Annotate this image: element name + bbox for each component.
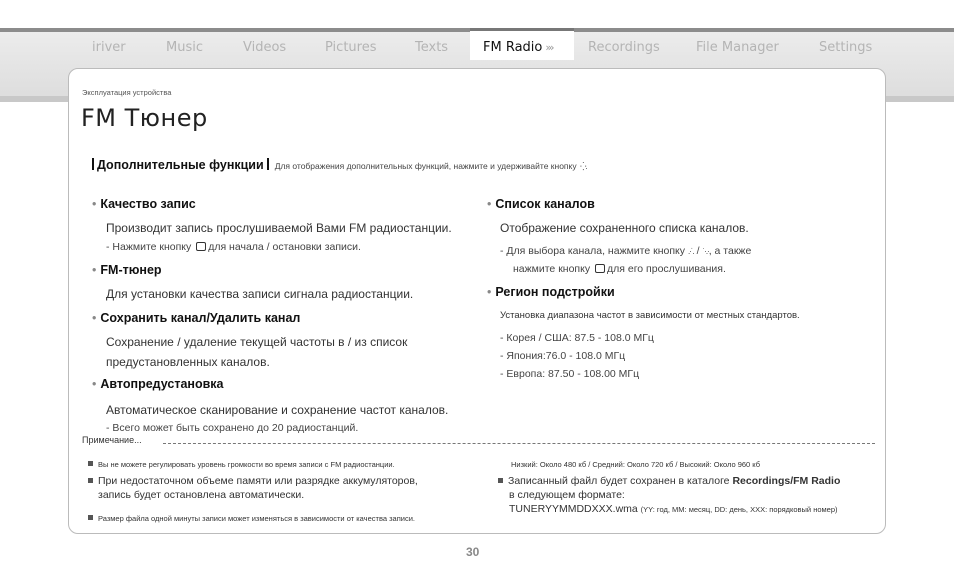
note-left-1 [88,460,395,469]
nav-item-recordings[interactable]: Recordings [588,40,660,55]
square-button-icon [196,242,206,251]
note-right-2-recordings: Recordings [732,475,791,487]
region-item-korea-us: - Корея / США: 87.5 - 108.0 МГц [500,332,654,344]
section-bar-right [267,158,269,170]
note-right-1: Низкий: Около 480 кб / Средний: Около 720 кб / Высокий: Около 960 кб [511,460,761,469]
next-dots-icon: ˙·.· [702,247,709,256]
save-channel-text-1: Сохранение / удаление текущей частоты в / из список [106,335,408,349]
note-right-2 [498,475,840,488]
note-right-2-format: в следующем формате: [509,489,625,501]
bullet-square-icon [88,461,93,466]
note-left-2-line-a: При недостаточном объеме памяти или разрядке аккумуляторов, [98,475,418,487]
fm-tuner-text: Для установки качества записи сигнала радиостанции. [106,287,414,301]
rec-quality-title: • Качество запис [92,197,196,211]
note-left-2 [88,475,418,488]
auto-preset-text: Автоматическое сканирование и сохранение частот каналов. [106,403,449,417]
note-left-2b: запись будет остановлена автоматически. [98,489,305,501]
nav-item-iriver[interactable]: iriver [92,40,126,55]
region-item-europe: - Европа: 87.50 - 108.00 МГц [500,368,640,380]
double-chevron-right-icon: »› [545,41,553,54]
rec-sub-part-a: - Нажмите кнопку [106,241,192,253]
bullet-square-icon [88,515,93,520]
channel-list-title: • Список каналов [487,197,595,211]
list-sub2-part-b: для его прослушивания. [607,263,726,275]
save-channel-title: • Сохранить канал/Удалить канал [92,311,300,325]
menu-dots-icon: ⁛. [580,162,587,171]
region-title: • Регион подстройки [487,285,615,299]
notes-dashed-rule [163,443,875,444]
section-label: Дополнительные функции [97,158,264,172]
auto-preset-sub: - Всего может быть сохранено до 20 радиостанций. [106,422,359,434]
nav-item-fm-radio-label: FM Radio [483,40,543,55]
nav-item-videos[interactable]: Videos [243,40,287,55]
list-sub1-slash: / [696,245,700,257]
note-left-3 [88,514,415,523]
auto-preset-title: • Автопредустановка [92,377,224,391]
bullet-square-icon [498,478,503,483]
note-right-2-filename [509,503,838,516]
list-sub1-part-a: - Для выбора канала, нажмите кнопку [500,245,686,257]
rec-quality-text: Производит запись прослушиваемой Вами FM радиостанции. [106,221,452,235]
breadcrumb: Эксплуатация устройства [82,88,172,97]
note-left-3-text: Размер файла одной минуты записи может изменяться в зависимости от качества записи. [98,514,415,523]
channel-list-sub-2 [513,262,726,276]
filename-pattern: TUNERYYMMDDXXX.wma [509,503,638,515]
channel-list-sub-1 [500,244,751,259]
rec-sub-part-b: для начала / остановки записи. [208,241,361,253]
filename-legend: (YY: год, MM: месяц, DD: день, XXX: порядковый номер) [640,505,838,514]
note-left-1-text: Вы не можете регулировать уровень громкости во время записи с FM радиостанции. [98,460,395,469]
list-sub1-part-c: , а также [708,245,752,257]
nav-item-texts[interactable]: Texts [415,40,449,55]
channel-list-text: Отображение сохраненного списка каналов. [500,221,749,235]
fm-tuner-title: • FM-тюнер [92,263,162,277]
prev-dots-icon: .·˙. [687,247,694,256]
note-right-2-fm-radio: FM Radio [793,475,841,487]
section-heading [92,158,587,172]
nav-item-fm-radio[interactable] [483,40,553,55]
note-right-2-part-a: Записанный файл будет сохранен в каталоге [508,475,730,487]
page-title: FM Тюнер [81,104,208,132]
bullet-square-icon [88,478,93,483]
region-item-japan: - Япония:76.0 - 108.0 МГц [500,350,626,362]
top-nav [0,32,954,62]
save-channel-text-2: предустановленных каналов. [106,355,270,369]
region-text: Установка диапазона частот в зависимости от местных стандартов. [500,310,800,321]
section-desc: Для отображения дополнительных функций, нажмите и удерживайте кнопку [274,161,577,171]
nav-item-file-manager[interactable]: File Manager [696,40,779,55]
rec-quality-sub [106,240,361,254]
nav-item-music[interactable]: Music [166,40,203,55]
notes-title: Примечание... [82,435,142,445]
nav-item-settings[interactable]: Settings [819,40,873,55]
note-right-2-slash: / [790,475,794,487]
page-number: 30 [466,545,480,559]
list-sub2-part-a: нажмите кнопку [513,263,591,275]
square-button-icon [595,264,605,273]
section-bar-left [92,158,94,170]
nav-item-pictures[interactable]: Pictures [325,40,377,55]
